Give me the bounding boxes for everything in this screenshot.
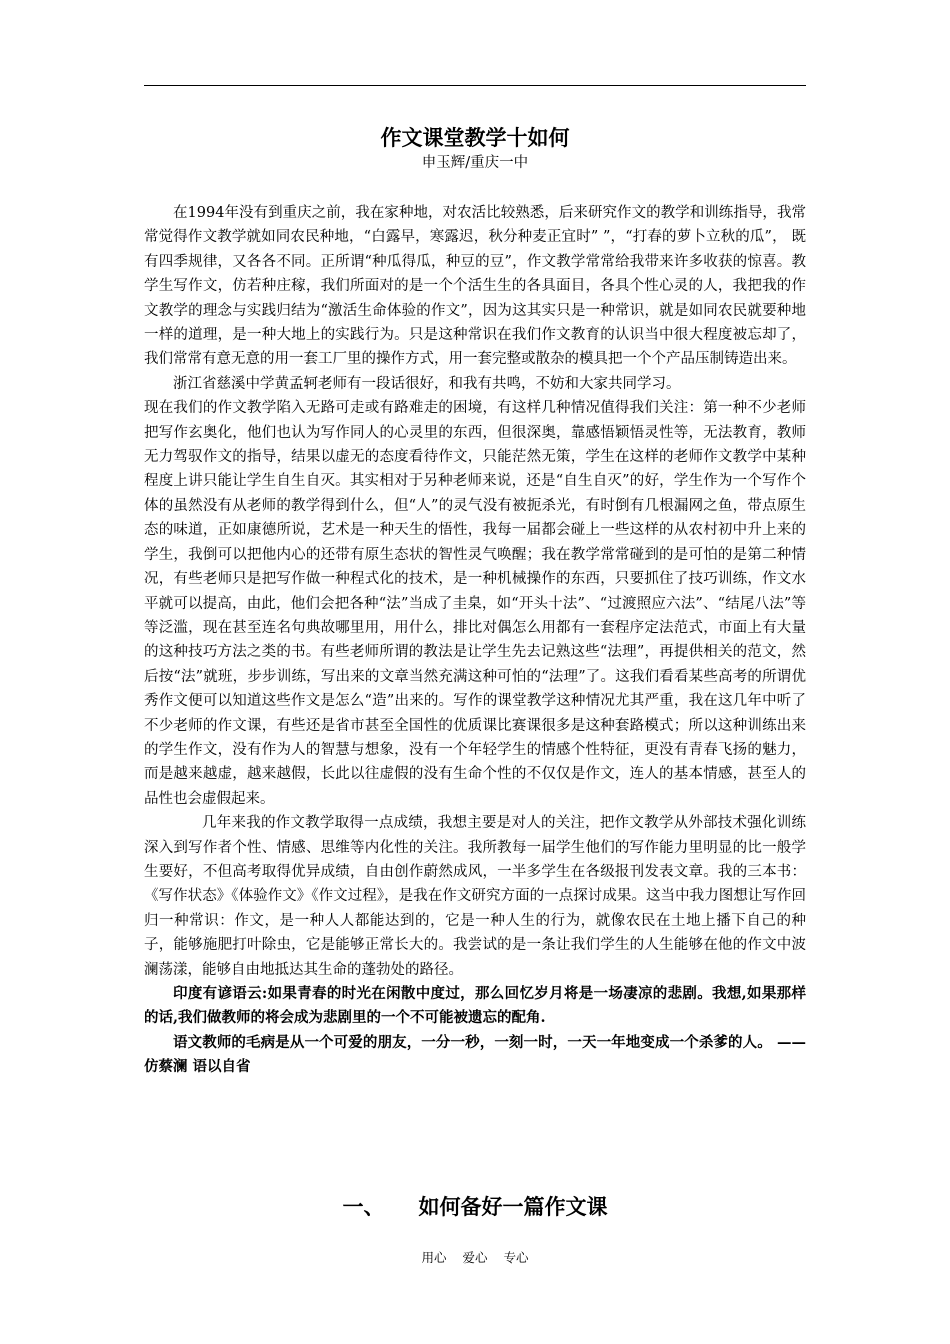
quote-paragraph: 印度有谚语云:如果青春的时光在闲散中度过，那么回忆岁月将是一场凄凉的悲剧。我想,如果那样的话,我们做教师的将会成为悲剧里的一个不可能被遗忘的配角. — [144, 985, 806, 1027]
paragraph: 浙江省慈溪中学黄孟轲老师有一段话很好，和我有共鸣，不妨和大家共同学习。 — [173, 375, 681, 392]
section-title: 如何备好一篇作文课 — [418, 1194, 608, 1219]
paragraph: 在1994年没有到重庆之前，我在家种地，对农活比较熟悉，后来研究作文的教学和训练指导，我常常觉得作文教学就如同农民种地，“白露早，寒露迟，秋分种麦正宜时” ”，“打春的萝卜立秋的瓜”， 既有四季规律，又各各不同。正所谓“种瓜得瓜，种豆的豆”，作文教学常常给我带来许多收获的惊喜。教学生写作文，仿若种庄稼，我们所面对的是一个个活生生的各具面目，各具个性心灵的人，我把我的作文教学的理念与实践归结为“激活生命体验的作文”，因为这其实只是一种常识，就是如同农民就要种地一样的道理，是一种大地上的实践行为。只是这种常识在我们作文教育的认识当中很大程度被忘却了，我们常常有意无意的用一套工厂里的操作方式，用一套完整或散杂的模具把一个个产品压制铸造出来。 — [144, 205, 806, 368]
section-heading — [144, 1193, 806, 1221]
paragraph: 现在我们的作文教学陷入无路可走或有路难走的困境，有这样几种情况值得我们关注：第一种不少老师把写作玄奥化，他们也认为写作同人的心灵里的东西，但很深奥，靠感悟颖悟灵性等，无法教育，教师无力驾驭作文的指导，结果以虚无的态度看待作文，只能茫然无策，学生在这样的老师作文教学中某种程度上讲只能让学生自生自灭。其实相对于另种老师来说，还是“自生自灭”的好，学生作为一个写作个体的虽然没有从老师的教学得到什么，但“人”的灵气没有被扼杀光，有时倒有几根漏网之鱼，带点原生态的味道，正如康德所说，艺术是一种天生的悟性，我每一届都会碰上一些这样的从农村初中升上来的学生，我倒可以把他内心的还带有原生态状的智性灵气唤醒；我在教学常常碰到的是可怕的是第二种情况，有些老师只是把写作做一种程式化的技术，是一种机械操作的东西，只要抓住了技巧训练，作文水平就可以提高，由此，他们会把各种“法”当成了圭臬，如“开头十法”、“过渡照应六法”、“结尾八法”等等泛滥，现在甚至连名句典故哪里用，用什么，排比对偶怎么用都有一套程序定法范式，市面上有大量的这种技巧方法之类的书。有些老师所谓的教法是让学生先去记熟这些“法理”，再提供相关的范文，然后按“法”就班，步步训练，写出来的文章当然充满这种可怕的“法理”了。这我们看看某些高考的所谓优秀作文便可以知道这些作文是怎么“造”出来的。写作的课堂教学这种情况尤其严重，我在这几年中听了不少老师的作文课，有些还是省市甚至全国性的优质课比赛课很多是这种套路模式；所以这种训练出来的学生作文，没有作为人的智慧与想象，没有一个年轻学生的情感个性特征，更没有青春飞扬的魅力，而是越来越虚，越来越假，长此以往虚假的没有生命个性的不仅仅是作文，连人的基本情感，甚至人的品性也会虚假起来。 — [144, 400, 806, 807]
paragraph: 几年来我的作文教学取得一点成绩，我想主要是对人的关注，把作文教学从外部技术强化训练深入到写作者个性、情感、思维等内化性的关注。我所教每一届学生他们的写作能力里明显的比一般学生要好，不但高考取得优异成绩，自由创作蔚然成风，一半多学生在各级报刊发表文章。我的三本书：《写作状态》《体验作文》《作文过程》，是我在作文研究方面的一点探讨成果。这当中我力图想让写作回归一种常识：作文，是一种人人都能达到的，它是一种人生的行为，就像农民在土地上播下自己的种子，能够施肥打叶除虫，它是能够正常长大的。我尝试的是一条让我们学生的人生能够在他的作文中波澜荡漾，能够自由地抵达其生命的蓬勃处的路径。 — [144, 815, 806, 978]
quote-paragraph: 语文教师的毛病是从一个可爱的朋友，一分一秒，一刻一时，一天一年地变成一个杀爹的人。 ——仿蔡澜 语以自省 — [144, 1033, 806, 1076]
document-body — [144, 201, 806, 1080]
document-title: 作文课堂教学十如何 — [380, 125, 570, 150]
header-rule — [144, 85, 806, 86]
document-author: 申玉辉/重庆一中 — [421, 155, 529, 171]
section-number: 一、 — [342, 1194, 385, 1219]
page-footer: 用心 爱心 专心 — [421, 1250, 529, 1265]
